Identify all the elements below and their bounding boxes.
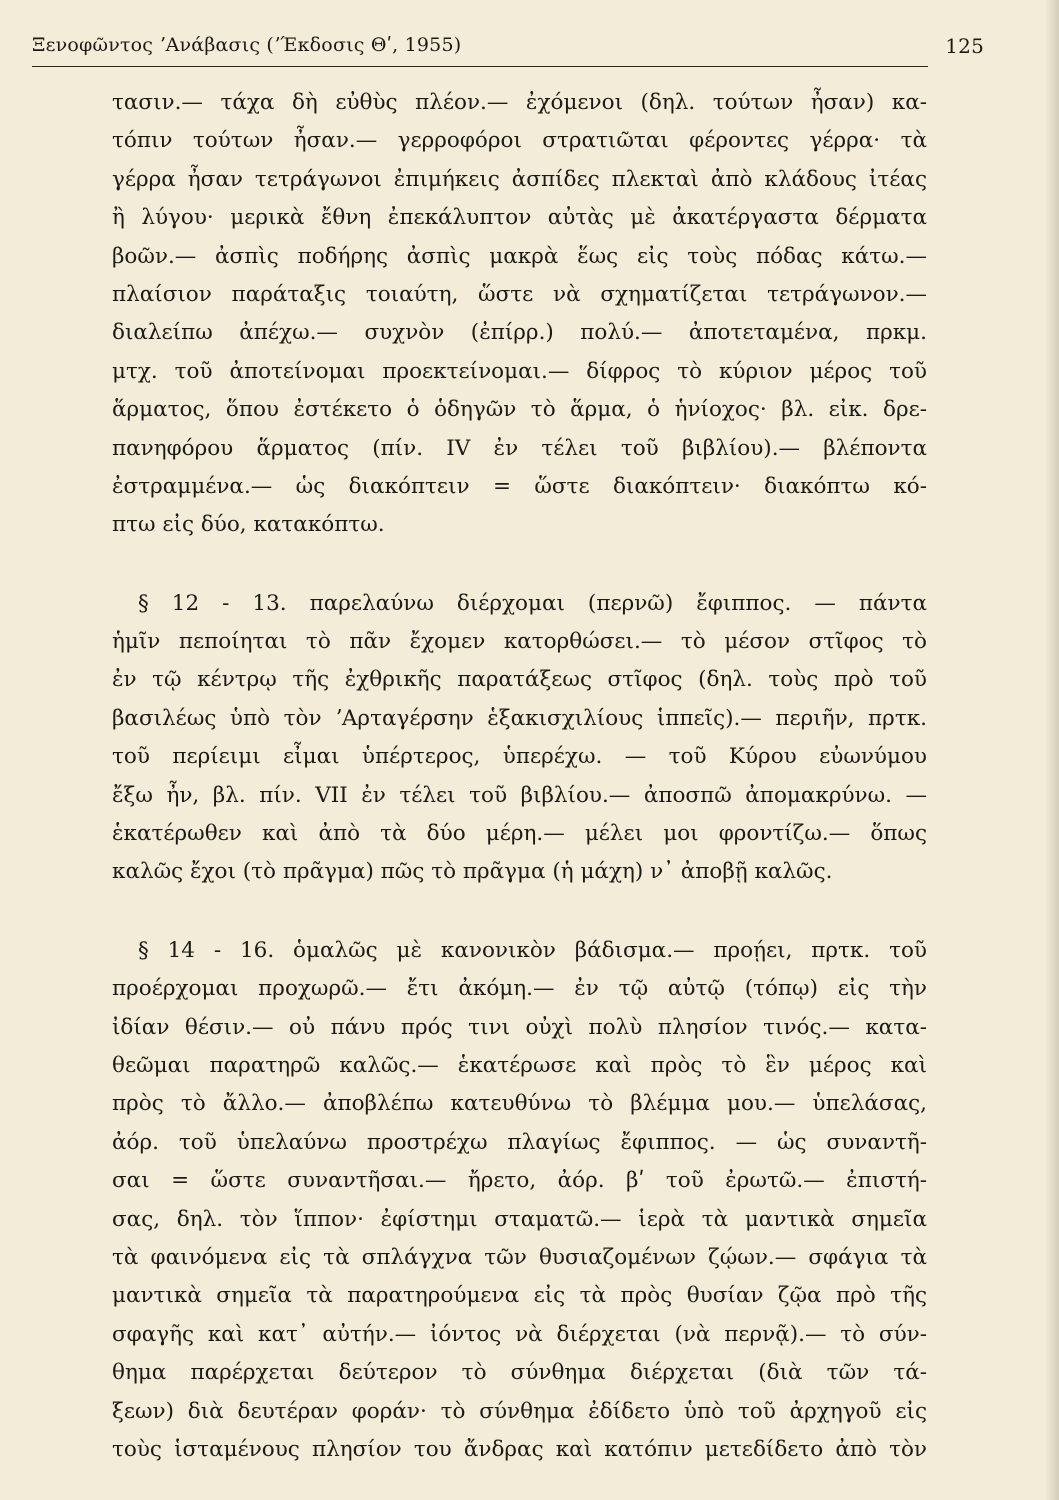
header-title: Ξενοφῶντος ʼΑνάβασις (ʼΈκδοσις Θʹ, 1955) <box>32 34 462 56</box>
text-line: ξεων) διὰ δευτέραν φοράν· τὸ σύνθημα ἐδίδετο ὑπὸ τοῦ ἀρχηγοῦ εἰς <box>112 1398 927 1424</box>
text-line: ἔξω ἦν, βλ. πίν. VII ἐν τέλει τοῦ βιβλίου.— ἀποσπῶ ἀπομακρύνω. — <box>112 782 927 808</box>
text-line: ἑκατέρωθεν καὶ ἀπὸ τὰ δύο μέρη.— μέλει μοι φροντίζω.— ὅπως <box>112 821 927 847</box>
text-body <box>112 84 927 1469</box>
section-line: § 12 - 13. παρελαύνω διέρχομαι (περνῶ) ἔφιππος. — πάντα <box>138 590 927 616</box>
paragraph-3 <box>112 932 927 1469</box>
text-line: τασιν.— τάχα δὴ εὐθὺς πλέον.— ἐχόμενοι (δηλ. τούτων ἦσαν) κα- <box>112 90 927 115</box>
text-line: μτχ. τοῦ ἀποτείνομαι προεκτείνομαι.— δίφρος τὸ κύριον μέρος τοῦ <box>112 358 927 384</box>
text-line: πανηφόρου ἅρματος (πίν. IV ἐν τέλει τοῦ βιβλίου).— βλέποντα <box>112 435 927 461</box>
text-line: γέρρα ἦσαν τετράγωνοι ἐπιμήκεις ἀσπίδες πλεκταὶ ἀπὸ κλάδους ἰτέας <box>112 166 927 192</box>
paragraph-gap <box>112 545 927 585</box>
paragraph-gap <box>112 892 927 932</box>
page-number: 125 <box>945 34 984 58</box>
paragraph-2 <box>112 585 927 892</box>
text-line: ἐν τῷ κέντρῳ τῆς ἐχθρικῆς παρατάξεως στῖφος (δηλ. τοὺς πρὸ τοῦ <box>112 667 927 693</box>
text-line: τοῦ περίειμι εἶμαι ὑπέρτερος, ὑπερέχω. — τοῦ Κύρου εὐωνύμου <box>112 744 927 770</box>
text-line: θημα παρέρχεται δεύτερον τὸ σύνθημα διέρχεται (διὰ τῶν τά- <box>112 1360 927 1386</box>
text-line: πτω εἰς δύο, κατακόπτω. <box>112 512 385 538</box>
text-line: προέρχομαι προχωρῶ.— ἔτι ἀκόμη.— ἐν τῷ αὐτῷ (τόπῳ) εἰς τὴν <box>112 976 927 1002</box>
paragraph-1 <box>112 84 927 545</box>
text-line: καλῶς ἔχοι (τὸ πρᾶγμα) πῶς τὸ πρᾶγμα (ἡ μάχη) ν᾿ ἀποβῇ καλῶς. <box>112 859 833 885</box>
text-line: τοὺς ἱσταμένους πλησίον του ἄνδρας καὶ κατόπιν μετεδίδετο ἀπὸ τὸν <box>112 1436 927 1462</box>
header-rule <box>32 66 928 67</box>
text-line: ἰδίαν θέσιν.— οὐ πάνυ πρός τινι οὐχὶ πολὺ πλησίον τινός.— κατα- <box>112 1014 927 1040</box>
text-line: μαντικὰ σημεῖα τὰ παρατηρούμενα εἰς τὰ πρὸς θυσίαν ζῷα πρὸ τῆς <box>112 1283 927 1309</box>
running-header <box>32 30 992 70</box>
text-line: σαι = ὥστε συναντῆσαι.— ἤρετο, ἀόρ. βʹ τοῦ ἐρωτῶ.— ἐπιστή- <box>112 1168 927 1194</box>
text-line: ἅρματος, ὅπου ἐστέκετο ὁ ὁδηγῶν τὸ ἅρμα, ὁ ἡνίοχος· βλ. εἰκ. δρε- <box>112 397 927 423</box>
text-line: σας, δηλ. τὸν ἵππον· ἐφίστημι σταματῶ.— ἱερὰ τὰ μαντικὰ σημεῖα <box>112 1206 927 1232</box>
text-line: βοῶν.— ἀσπὶς ποδήρης ἀσπὶς μακρὰ ἕως εἰς τοὺς πόδας κάτω.— <box>112 243 927 269</box>
text-line: ἡμῖν πεποίηται τὸ πᾶν ἔχομεν κατορθώσει.— τὸ μέσον στῖφος τὸ <box>112 629 927 655</box>
text-line: τόπιν τούτων ἦσαν.— γερροφόροι στρατιῶται φέροντες γέρρα· τὰ <box>112 128 927 154</box>
text-line: πλαίσιον παράταξις τοιαύτη, ὥστε νὰ σχηματίζεται τετράγωνον.— <box>112 281 927 307</box>
text-line: τὰ φαινόμενα εἰς τὰ σπλάγχνα τῶν θυσιαζομένων ζῴων.— σφάγια τὰ <box>112 1244 927 1270</box>
text-line: ἢ λύγου· μερικὰ ἔθνη ἐπεκάλυπτον αὐτὰς μὲ ἀκατέργαστα δέρματα <box>112 205 927 231</box>
text-line: πρὸς τὸ ἄλλο.— ἀποβλέπω κατευθύνω τὸ βλέμμα μου.— ὑπελάσας, <box>112 1091 927 1117</box>
scan-edge-shadow <box>1045 0 1059 1500</box>
text-line: ἀόρ. τοῦ ὑπελαύνω προστρέχω πλαγίως ἔφιππος. — ὡς συναντῆ- <box>112 1129 927 1155</box>
section-line: § 14 - 16. ὁμαλῶς μὲ κανονικὸν βάδισμα.— προῄει, πρτκ. τοῦ <box>138 937 927 963</box>
text-line: διαλείπω ἀπέχω.— συχνὸν (ἐπίρρ.) πολύ.— ἀποτεταμένα, πρκμ. <box>112 320 927 346</box>
text-line: ἐστραμμένα.— ὡς διακόπτειν = ὥστε διακόπτειν· διακόπτω κό- <box>112 473 927 499</box>
text-line: βασιλέως ὑπὸ τὸν ʼΑρταγέρσην ἑξακισχιλίους ἱππεῖς).— περιῆν, πρτκ. <box>112 705 927 731</box>
text-line: θεῶμαι παρατηρῶ καλῶς.— ἑκατέρωσε καὶ πρὸς τὸ ἓν μέρος καὶ <box>112 1052 927 1078</box>
text-line: σφαγῆς καὶ κατ᾿ αὐτήν.— ἰόντος νὰ διέρχεται (νὰ περνᾷ).— τὸ σύν- <box>112 1321 927 1347</box>
